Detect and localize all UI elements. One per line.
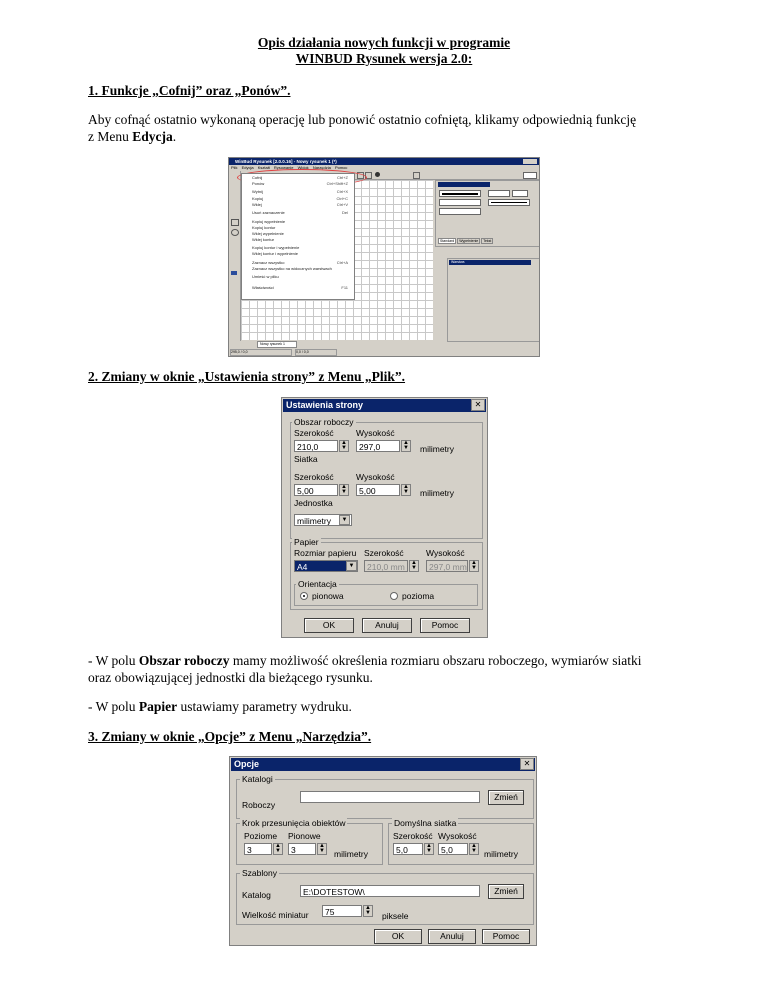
work-catalog-input[interactable] <box>300 791 480 803</box>
edit-menu-item[interactable]: Wklej kontur <box>252 237 275 242</box>
orientation-landscape-radio[interactable] <box>390 592 398 600</box>
section2-para1-line1: - W polu Obszar roboczy mamy możliwość określenia rozmiaru obszaru roboczego, wymiarów siatki <box>88 653 642 668</box>
edit-menu-item[interactable]: Właściwości <box>252 285 274 290</box>
step-unit-label: milimetry <box>334 849 368 859</box>
menu-edycja[interactable]: Edycja <box>241 165 254 170</box>
edit-menu-item[interactable]: Ponów <box>252 181 265 186</box>
grid-height-spinner[interactable]: ▲ ▼ <box>401 484 411 496</box>
work-width-spinner[interactable]: ▲ ▼ <box>339 440 349 452</box>
grid-label: Siatka <box>294 454 318 464</box>
paper-width-input[interactable]: 210,0 mm <box>364 560 408 572</box>
default-grid-width-input[interactable]: 5,0 <box>393 843 423 855</box>
group-default-grid-label: Domyślna siatka <box>394 818 457 828</box>
section3-heading: 3. Zmiany w oknie „Opcje” z Menu „Narzędzia”. <box>88 729 372 744</box>
grid-width-label: Szerokość <box>294 472 334 482</box>
obszar-roboczy-bold: Obszar roboczy <box>138 653 230 668</box>
menu-ksztalt[interactable]: Kształt <box>257 165 270 170</box>
work-height-spinner[interactable]: ▲ ▼ <box>401 440 411 452</box>
layer-row-selected[interactable]: Warstwa <box>449 260 531 265</box>
paper-height-label: Wysokość <box>426 548 465 558</box>
chevron-down-icon[interactable]: ▼ <box>339 515 350 525</box>
edit-menu-shortcut: Ctrl+V <box>336 202 348 207</box>
edit-menu-item[interactable]: Usuń zaznaczenie <box>252 210 285 215</box>
paper-height-input[interactable]: 297,0 mm <box>426 560 468 572</box>
edit-menu-dropdown <box>241 173 355 300</box>
work-unit-label: milimetry <box>420 444 454 454</box>
rectangle-tool-icon[interactable] <box>231 219 239 226</box>
edit-menu-shortcut: Ctrl+X <box>336 189 348 194</box>
edit-menu-item[interactable]: Umieść w pliku <box>252 274 279 279</box>
zoom-select[interactable] <box>523 172 537 179</box>
app-window-screenshot <box>228 157 540 357</box>
default-grid-width-spinner[interactable]: ▲ ▼ <box>424 843 434 855</box>
chevron-down-icon[interactable]: ▼ <box>346 561 357 571</box>
menu-widok[interactable]: Widok <box>297 165 309 170</box>
group-paper-label: Papier <box>294 537 319 547</box>
cancel-button[interactable]: Anuluj <box>362 618 412 633</box>
grid-unit-label: milimetry <box>420 488 454 498</box>
left-toolbox <box>229 171 241 341</box>
default-grid-unit-label: milimetry <box>484 849 518 859</box>
properties-panel <box>435 180 540 247</box>
ok-button[interactable]: OK <box>304 618 354 633</box>
section2-para1-line2: oraz obowiązującej jednostki dla bieżącego rysunku. <box>88 670 373 685</box>
menu-plik[interactable]: Plik <box>231 165 238 170</box>
work-width-label: Szerokość <box>294 428 334 438</box>
default-grid-height-input[interactable]: 5,0 <box>438 843 468 855</box>
toolbar-text-icon[interactable] <box>413 172 420 179</box>
help-button[interactable]: Pomoc <box>420 618 470 633</box>
tab-tekst[interactable]: Tekst <box>483 239 492 243</box>
change-work-catalog-button[interactable]: Zmień <box>488 790 524 805</box>
edit-menu-item[interactable]: Kopiuj <box>252 196 264 201</box>
ok-button[interactable]: OK <box>374 929 422 944</box>
step-vertical-spinner[interactable]: ▲ ▼ <box>317 843 327 855</box>
work-height-input[interactable]: 297,0 <box>356 440 400 452</box>
edit-menu-item[interactable]: Kopiuj kontur <box>252 225 276 230</box>
fill-select[interactable] <box>439 199 481 206</box>
edit-menu-item[interactable]: Wytnij <box>252 189 263 194</box>
paper-width-spinner[interactable]: ▲ ▼ <box>409 560 419 572</box>
tab-wypelnienie[interactable]: Wypełnienie <box>459 239 479 243</box>
step-horizontal-input[interactable]: 3 <box>244 843 272 855</box>
orientation-portrait-radio[interactable] <box>300 592 308 600</box>
edit-menu-shortcut: Ctrl+A <box>336 260 348 265</box>
paper-width-label: Szerokość <box>364 548 404 558</box>
papier-bold: Papier <box>138 699 178 714</box>
edit-menu-shortcut: F11 <box>341 285 348 290</box>
line-style-select[interactable] <box>439 190 481 197</box>
page-setup-title-bar: Ustawienia strony <box>283 399 486 412</box>
pattern-select[interactable] <box>439 208 481 215</box>
templates-catalog-input[interactable]: E:\DOTESTOW\ <box>300 885 480 897</box>
edit-menu-item[interactable]: Cofnij <box>252 175 263 180</box>
line-width-select[interactable] <box>488 190 510 197</box>
edit-menu-shortcut: Ctrl+Shift+Z <box>326 181 348 186</box>
group-templates-label: Szablony <box>242 868 277 878</box>
panel-tabs <box>438 239 528 244</box>
work-width-input[interactable]: 210,0 <box>294 440 338 452</box>
menu-pomoc[interactable]: Pomoc <box>334 165 348 170</box>
options-dialog <box>229 756 537 946</box>
default-grid-width-label: Szerokość <box>393 831 433 841</box>
ellipse-tool-icon[interactable] <box>231 229 239 236</box>
change-templates-catalog-button[interactable]: Zmień <box>488 884 524 899</box>
thumbnail-size-label: Wielkość miniatur <box>242 910 309 920</box>
panel-title-bar <box>438 182 490 187</box>
grid-height-label: Wysokość <box>356 472 395 482</box>
grid-width-input[interactable]: 5,00 <box>294 484 338 496</box>
options-title-bar: Opcje <box>231 758 535 771</box>
line-size-select[interactable] <box>512 190 528 197</box>
grid-width-spinner[interactable]: ▲ ▼ <box>339 484 349 496</box>
menu-narzedzia[interactable]: Narzędzia <box>312 165 331 170</box>
sheet-tab[interactable]: Nowy rysunek 1 <box>257 341 297 348</box>
close-icon[interactable]: ✕ <box>471 399 485 411</box>
step-horizontal-label: Poziome <box>244 831 278 841</box>
group-move-step-label: Krok przesunięcia obiektów <box>242 818 346 828</box>
edit-menu-item[interactable]: Zaznacz wszystko na widocznych warstwach <box>252 266 332 271</box>
grid-height-input[interactable]: 5,00 <box>356 484 400 496</box>
work-height-label: Wysokość <box>356 428 395 438</box>
toolbar-circle-icon[interactable] <box>375 172 380 177</box>
group-orientation-label: Orientacja <box>298 579 337 589</box>
step-vertical-label: Pionowe <box>288 831 321 841</box>
close-icon[interactable]: ✕ <box>520 758 534 770</box>
fill-tool-icon[interactable] <box>231 271 237 275</box>
section1-text-line1: Aby cofnąć ostatnio wykonaną operację lub ponowić ostatnio cofniętą, klikamy odpowiednią funkcję <box>88 112 637 127</box>
toolbar <box>353 171 539 180</box>
orientation-landscape-label: pozioma <box>402 591 435 601</box>
thumbnail-unit-label: piksele <box>382 911 409 921</box>
section2-heading: 2. Zmiany w oknie „Ustawienia strony” z Menu „Plik”. <box>88 369 406 384</box>
menu-rysowanie[interactable]: Rysowanie <box>273 165 294 170</box>
unit-label: Jednostka <box>294 498 333 508</box>
default-grid-height-spinner[interactable]: ▲ ▼ <box>469 843 479 855</box>
edit-menu-shortcut: Ctrl+C <box>336 196 348 201</box>
templates-catalog-label: Katalog <box>242 890 271 900</box>
edit-menu-shortcut: Ctrl+Z <box>337 175 348 180</box>
section1-text-line2: z Menu Edycja. <box>88 129 177 144</box>
edit-menu-item[interactable]: Kopiuj kontur i wypełnienie <box>252 245 300 250</box>
step-vertical-input[interactable]: 3 <box>288 843 316 855</box>
layers-panel <box>447 258 540 342</box>
edit-menu-item[interactable]: Kopiuj wypełnienie <box>252 219 286 224</box>
section1-heading: 1. Funkcje „Cofnij” oraz „Ponów”. <box>88 83 291 98</box>
window-controls[interactable] <box>523 159 537 164</box>
thumbnail-size-spinner[interactable]: ▲ ▼ <box>363 905 373 917</box>
help-button[interactable]: Pomoc <box>482 929 530 944</box>
step-horizontal-spinner[interactable]: ▲ ▼ <box>273 843 283 855</box>
arrow-select[interactable] <box>488 199 530 206</box>
tab-standard[interactable]: Standard <box>440 239 455 243</box>
paper-size-label: Rozmiar papieru <box>294 548 357 558</box>
edit-menu-shortcut: Del <box>341 210 348 215</box>
edit-menu-item[interactable]: Wklej kontur i wypełnienie <box>252 251 299 256</box>
unit-select[interactable]: milimetry <box>294 514 352 526</box>
edit-menu-item[interactable]: Wklej wypełnienie <box>252 231 284 236</box>
page-setup-dialog <box>281 397 488 638</box>
section2-para2: - W polu Papier ustawiamy parametry wydruku. <box>88 699 352 714</box>
menu-edycja-bold: Edycja <box>132 129 173 144</box>
group-catalogs-label: Katalogi <box>242 774 273 784</box>
paper-size-select[interactable]: A4 <box>294 560 358 572</box>
group-work-area-label: Obszar roboczy <box>294 417 354 427</box>
work-catalog-label: Roboczy <box>242 800 276 810</box>
orientation-portrait-label: pionowa <box>312 591 344 601</box>
status-size: 0,0 / 0,0 <box>295 349 337 356</box>
doc-title-line1: Opis działania nowych funkcji w programie <box>257 35 511 50</box>
default-grid-height-label: Wysokość <box>438 831 477 841</box>
doc-title-line2: WINBUD Rysunek wersja 2.0: <box>295 51 473 66</box>
thumbnail-size-input[interactable]: 75 <box>322 905 362 917</box>
cancel-button[interactable]: Anuluj <box>428 929 476 944</box>
edit-menu-item[interactable]: Wklej <box>252 202 262 207</box>
paper-height-spinner[interactable]: ▲ ▼ <box>469 560 479 572</box>
app-title-bar: WinBud Rysunek [2.0.0.16] - Nowy rysunek 1 (*) <box>229 158 540 165</box>
status-coordinates: 295,0 / 0,0 <box>230 349 292 356</box>
edit-menu-item[interactable]: Zaznacz wszystko <box>252 260 285 265</box>
